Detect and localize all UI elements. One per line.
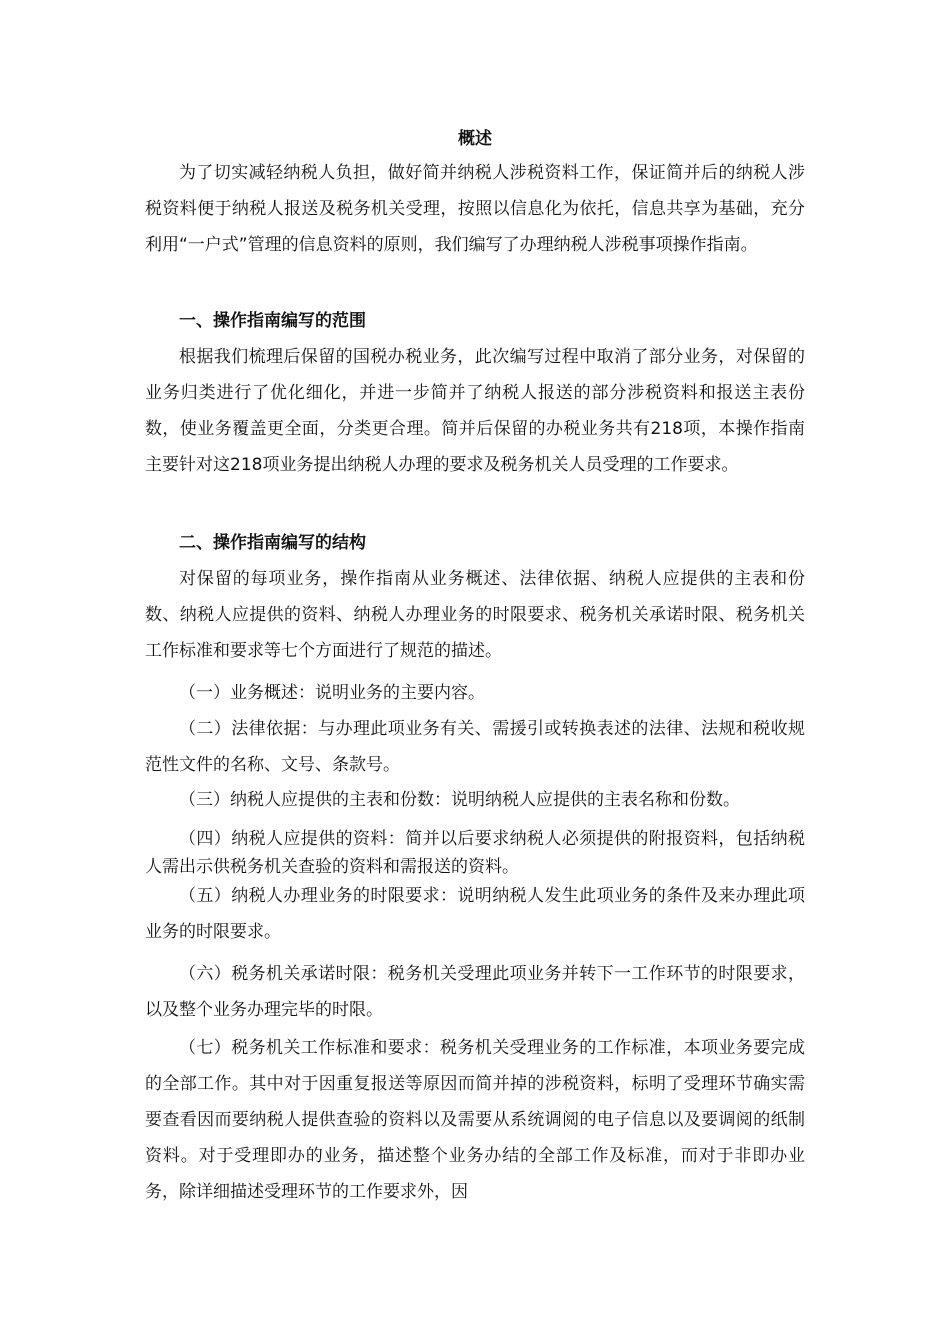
list-item: （四）纳税人应提供的资料：简并以后要求纳税人必须提供的附报资料，包括纳税人需出示供税务机关查验的资料和需报送的资料。 [145, 829, 805, 877]
list-item: （七）税务机关工作标准和要求：税务机关受理业务的工作标准，本项业务要完成的全部工作。其中对于因重复报送等原因而简并掉的涉税资料，标明了受理环节确实需要查看因而要纳税人提供查验的资料以及需要从系统调阅的电子信息以及要调阅的纸制资料。对于受理即办的业务，描述整个业务办结的全部工作及标准，而对于非即办业务，除详细描述受理环节的工作要求外，因 [145, 1038, 805, 1202]
section-2-paragraph: 对保留的每项业务，操作指南从业务概述、法律依据、纳税人应提供的主表和份数、纳税人应提供的资料、纳税人办理业务的时限要求、税务机关承诺时限、税务机关工作标准和要求等七个方面进行了规范的描述。 [145, 569, 805, 661]
section-1-heading: 一、操作指南编写的范围 [179, 311, 366, 331]
document-title: 概述 [458, 129, 492, 149]
list-item: （三）纳税人应提供的主表和份数：说明纳税人应提供的主表名称和份数。 [179, 790, 740, 810]
list-item: （六）税务机关承诺时限：税务机关受理此项业务并转下一工作环节的时限要求，以及整个业务办理完毕的时限。 [145, 964, 805, 1020]
list-item: （一）业务概述：说明业务的主要内容。 [179, 683, 485, 703]
section-1-paragraph: 根据我们梳理后保留的国税办税业务，此次编写过程中取消了部分业务，对保留的业务归类进行了优化细化，并进一步简并了纳税人报送的部分涉税资料和报送主表份数，使业务覆盖更全面，分类更合理。简并后保留的办税业务共有218项，本操作指南主要针对这218项业务提出纳税人办理的要求及税务机关人员受理的工作要求。 [145, 347, 805, 475]
section-2-heading: 二、操作指南编写的结构 [179, 533, 366, 553]
list-item: （二）法律依据：与办理此项业务有关、需援引或转换表述的法律、法规和税收规范性文件的名称、文号、条款号。 [145, 719, 805, 775]
list-item: （五）纳税人办理业务的时限要求：说明纳税人发生此项业务的条件及来办理此项业务的时限要求。 [145, 886, 805, 942]
intro-paragraph: 为了切实减轻纳税人负担，做好简并纳税人涉税资料工作，保证简并后的纳税人涉税资料便于纳税人报送及税务机关受理，按照以信息化为依托，信息共享为基础，充分利用“一户式”管理的信息资料的原则，我们编写了办理纳税人涉税事项操作指南。 [145, 163, 805, 255]
